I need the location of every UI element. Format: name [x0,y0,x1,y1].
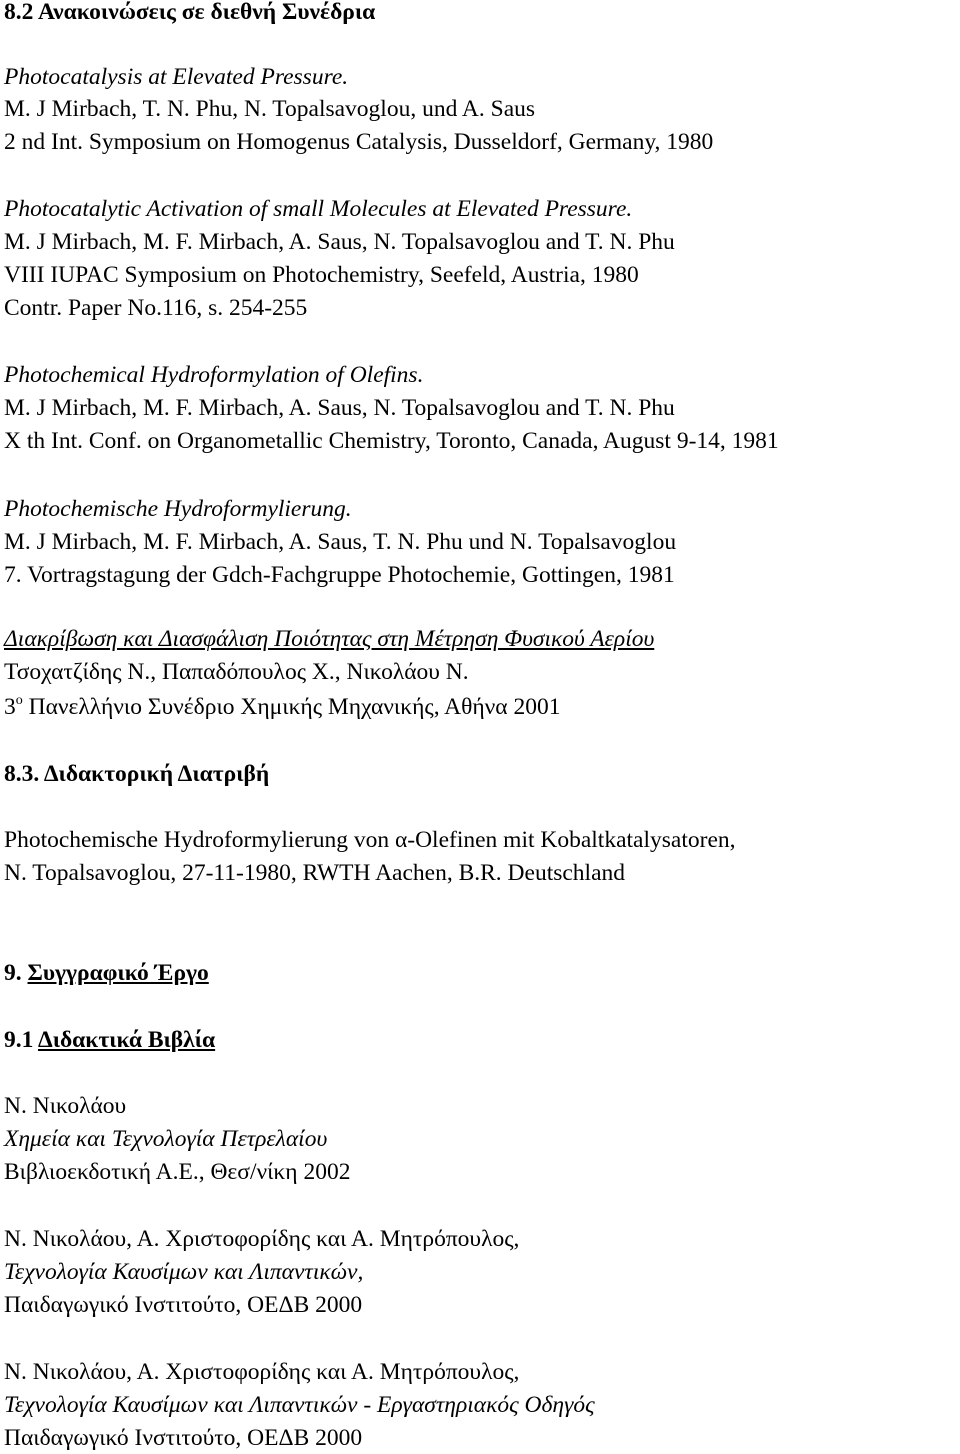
book-title: Τεχνολογία Καυσίμων και Λιπαντικών - Εργαστηριακός Οδηγός [4,1392,595,1418]
entry-title: Photocatalytic Activation of small Molecules at Elevated Pressure. [4,196,633,222]
book-title: Χημεία και Τεχνολογία Πετρελαίου [4,1126,328,1152]
entry-title: Photochemische Hydroformylierung. [4,496,352,522]
entry-title: Διακρίβωση και Διασφάλιση Ποιότητας στη Μέτρηση Φυσικού Αερίου [4,626,655,652]
book-authors: Ν. Νικολάου, Α. Χριστοφορίδης και Α. Μητρόπουλος, [4,1359,520,1385]
book-authors: Ν. Νικολάου, Α. Χριστοφορίδης και Α. Μητρόπουλος, [4,1226,520,1252]
entry-authors: M. J Mirbach, M. F. Mirbach, A. Saus, T. N. Phu und N. Topalsavoglou [4,529,677,555]
entry-venue: 7. Vortragstagung der Gdch-Fachgruppe Photochemie, Gottingen, 1981 [4,562,675,588]
book-publisher: Βιβλιοεκδοτική Α.Ε., Θεσ/νίκη 2002 [4,1159,351,1185]
thesis-title: Photochemische Hydroformylierung von α-Olefinen mit Kobaltkatalysatoren, [4,827,736,853]
entry-venue: VIII IUPAC Symposium on Photochemistry, Seefeld, Austria, 1980 [4,262,639,288]
section-8-3-heading: 8.3. Διδακτορική Διατριβή [4,761,270,787]
section-9-heading [4,958,209,988]
entry-authors: M. J Mirbach, M. F. Mirbach, A. Saus, N. Topalsavoglou and T. N. Phu [4,395,675,421]
entry-authors: M. J Mirbach, T. N. Phu, N. Topalsavoglou, und A. Saus [4,96,536,122]
section-title: Συγγραφικό Έργο [27,960,209,986]
section-title: Διδακτικά Βιβλία [37,1027,216,1053]
book-authors: Ν. Νικολάου [4,1093,127,1119]
entry-venue: X th Int. Conf. on Organometallic Chemistry, Toronto, Canada, August 9-14, 1981 [4,428,779,454]
section-8-2-heading: 8.2 Ανακοινώσεις σε διεθνή Συνέδρια [4,0,376,25]
book-title: Τεχνολογία Καυσίμων και Λιπαντικών, [4,1259,364,1285]
venue-text: Πανελλήνιο Συνέδριο Χημικής Μηχανικής, Αθήνα 2001 [28,694,561,720]
entry-authors: Τσοχατζίδης Ν., Παπαδόπουλος Χ., Νικολάου Ν. [4,659,469,685]
entry-authors: M. J Mirbach, M. F. Mirbach, A. Saus, N. Topalsavoglou and T. N. Phu [4,229,675,255]
section-number: 9.1 [4,1027,34,1053]
venue-superscript: ο [15,693,23,708]
entry-title: Photocatalysis at Elevated Pressure. [4,64,349,90]
section-9-1-heading [4,1025,215,1055]
venue-number: 3 [4,694,16,720]
entry-title: Photochemical Hydroformylation of Olefins. [4,362,424,388]
book-publisher: Παιδαγωγικό Ινστιτούτο, ΟΕΔΒ 2000 [4,1425,363,1451]
section-number: 9. [4,960,22,986]
entry-extra: Contr. Paper No.116, s. 254-255 [4,295,308,321]
thesis-details: N. Topalsavoglou, 27-11-1980, RWTH Aachen, B.R. Deutschland [4,860,626,886]
entry-venue [4,692,560,726]
entry-venue: 2 nd Int. Symposium on Homogenus Catalysis, Dusseldorf, Germany, 1980 [4,129,714,155]
book-publisher: Παιδαγωγικό Ινστιτούτο, ΟΕΔΒ 2000 [4,1292,363,1318]
